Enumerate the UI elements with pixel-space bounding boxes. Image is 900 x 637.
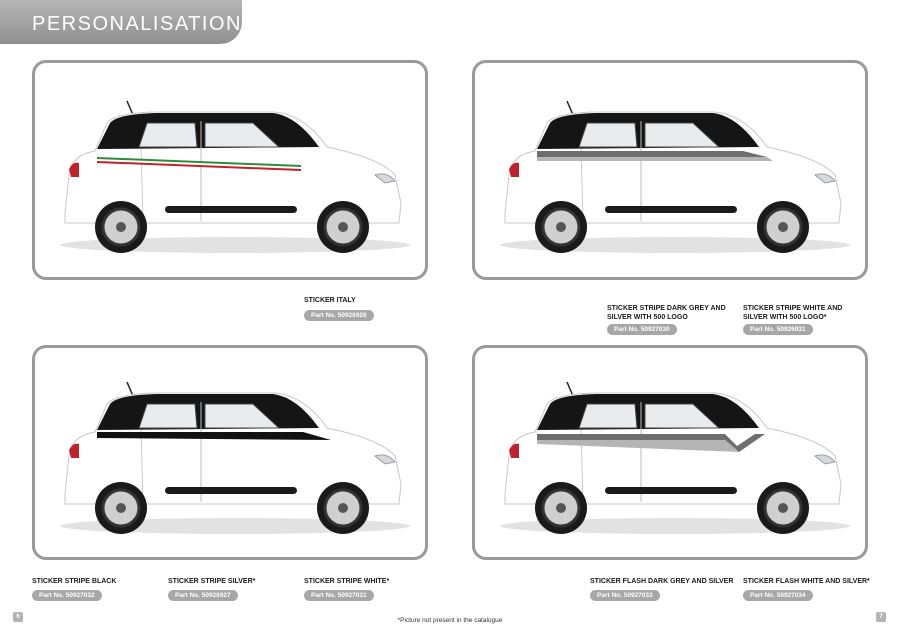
item-name: STICKER STRIPE DARK GREY AND SILVER WITH 500 LOGO (607, 305, 726, 321)
car-image-dark-grey-silver (472, 60, 868, 280)
page-title: PERSONALISATION (32, 13, 242, 35)
item-name: STICKER STRIPE WHITE AND SILVER WITH 500 LOGO* (743, 305, 843, 321)
item-name: STICKER STRIPE BLACK (32, 578, 117, 585)
car-image-flash (472, 345, 868, 560)
item-name: STICKER ITALY (304, 297, 356, 304)
page-number-right: 7 (876, 612, 886, 622)
part-number-badge: Part No. 50926927 (168, 590, 238, 601)
car-image-italy (32, 60, 428, 280)
part-number-badge: Part No. 50927033 (590, 590, 660, 601)
part-number-badge: Part No. 50926926 (304, 310, 374, 321)
part-number-badge: Part No. 50927031 (304, 590, 374, 601)
part-number-badge: Part No. 50927034 (743, 590, 813, 601)
item-name: STICKER FLASH WHITE AND SILVER* (743, 578, 870, 585)
item-name: STICKER STRIPE SILVER* (168, 578, 256, 585)
page-number-left: 6 (13, 612, 23, 622)
car-image-black (32, 345, 428, 560)
part-number-badge: Part No. 50927030 (607, 324, 677, 335)
car-photo (475, 63, 865, 277)
car-photo (475, 348, 865, 557)
header-tab (0, 0, 242, 44)
car-photo (35, 63, 425, 277)
part-number-badge: Part No. 50926931 (743, 324, 813, 335)
item-name: STICKER FLASH DARK GREY AND SILVER (590, 578, 734, 585)
car-photo (35, 348, 425, 557)
part-number-badge: Part No. 50927032 (32, 590, 102, 601)
item-name: STICKER STRIPE WHITE* (304, 578, 390, 585)
footnote: *Picture not present in the catalogue (397, 617, 503, 624)
